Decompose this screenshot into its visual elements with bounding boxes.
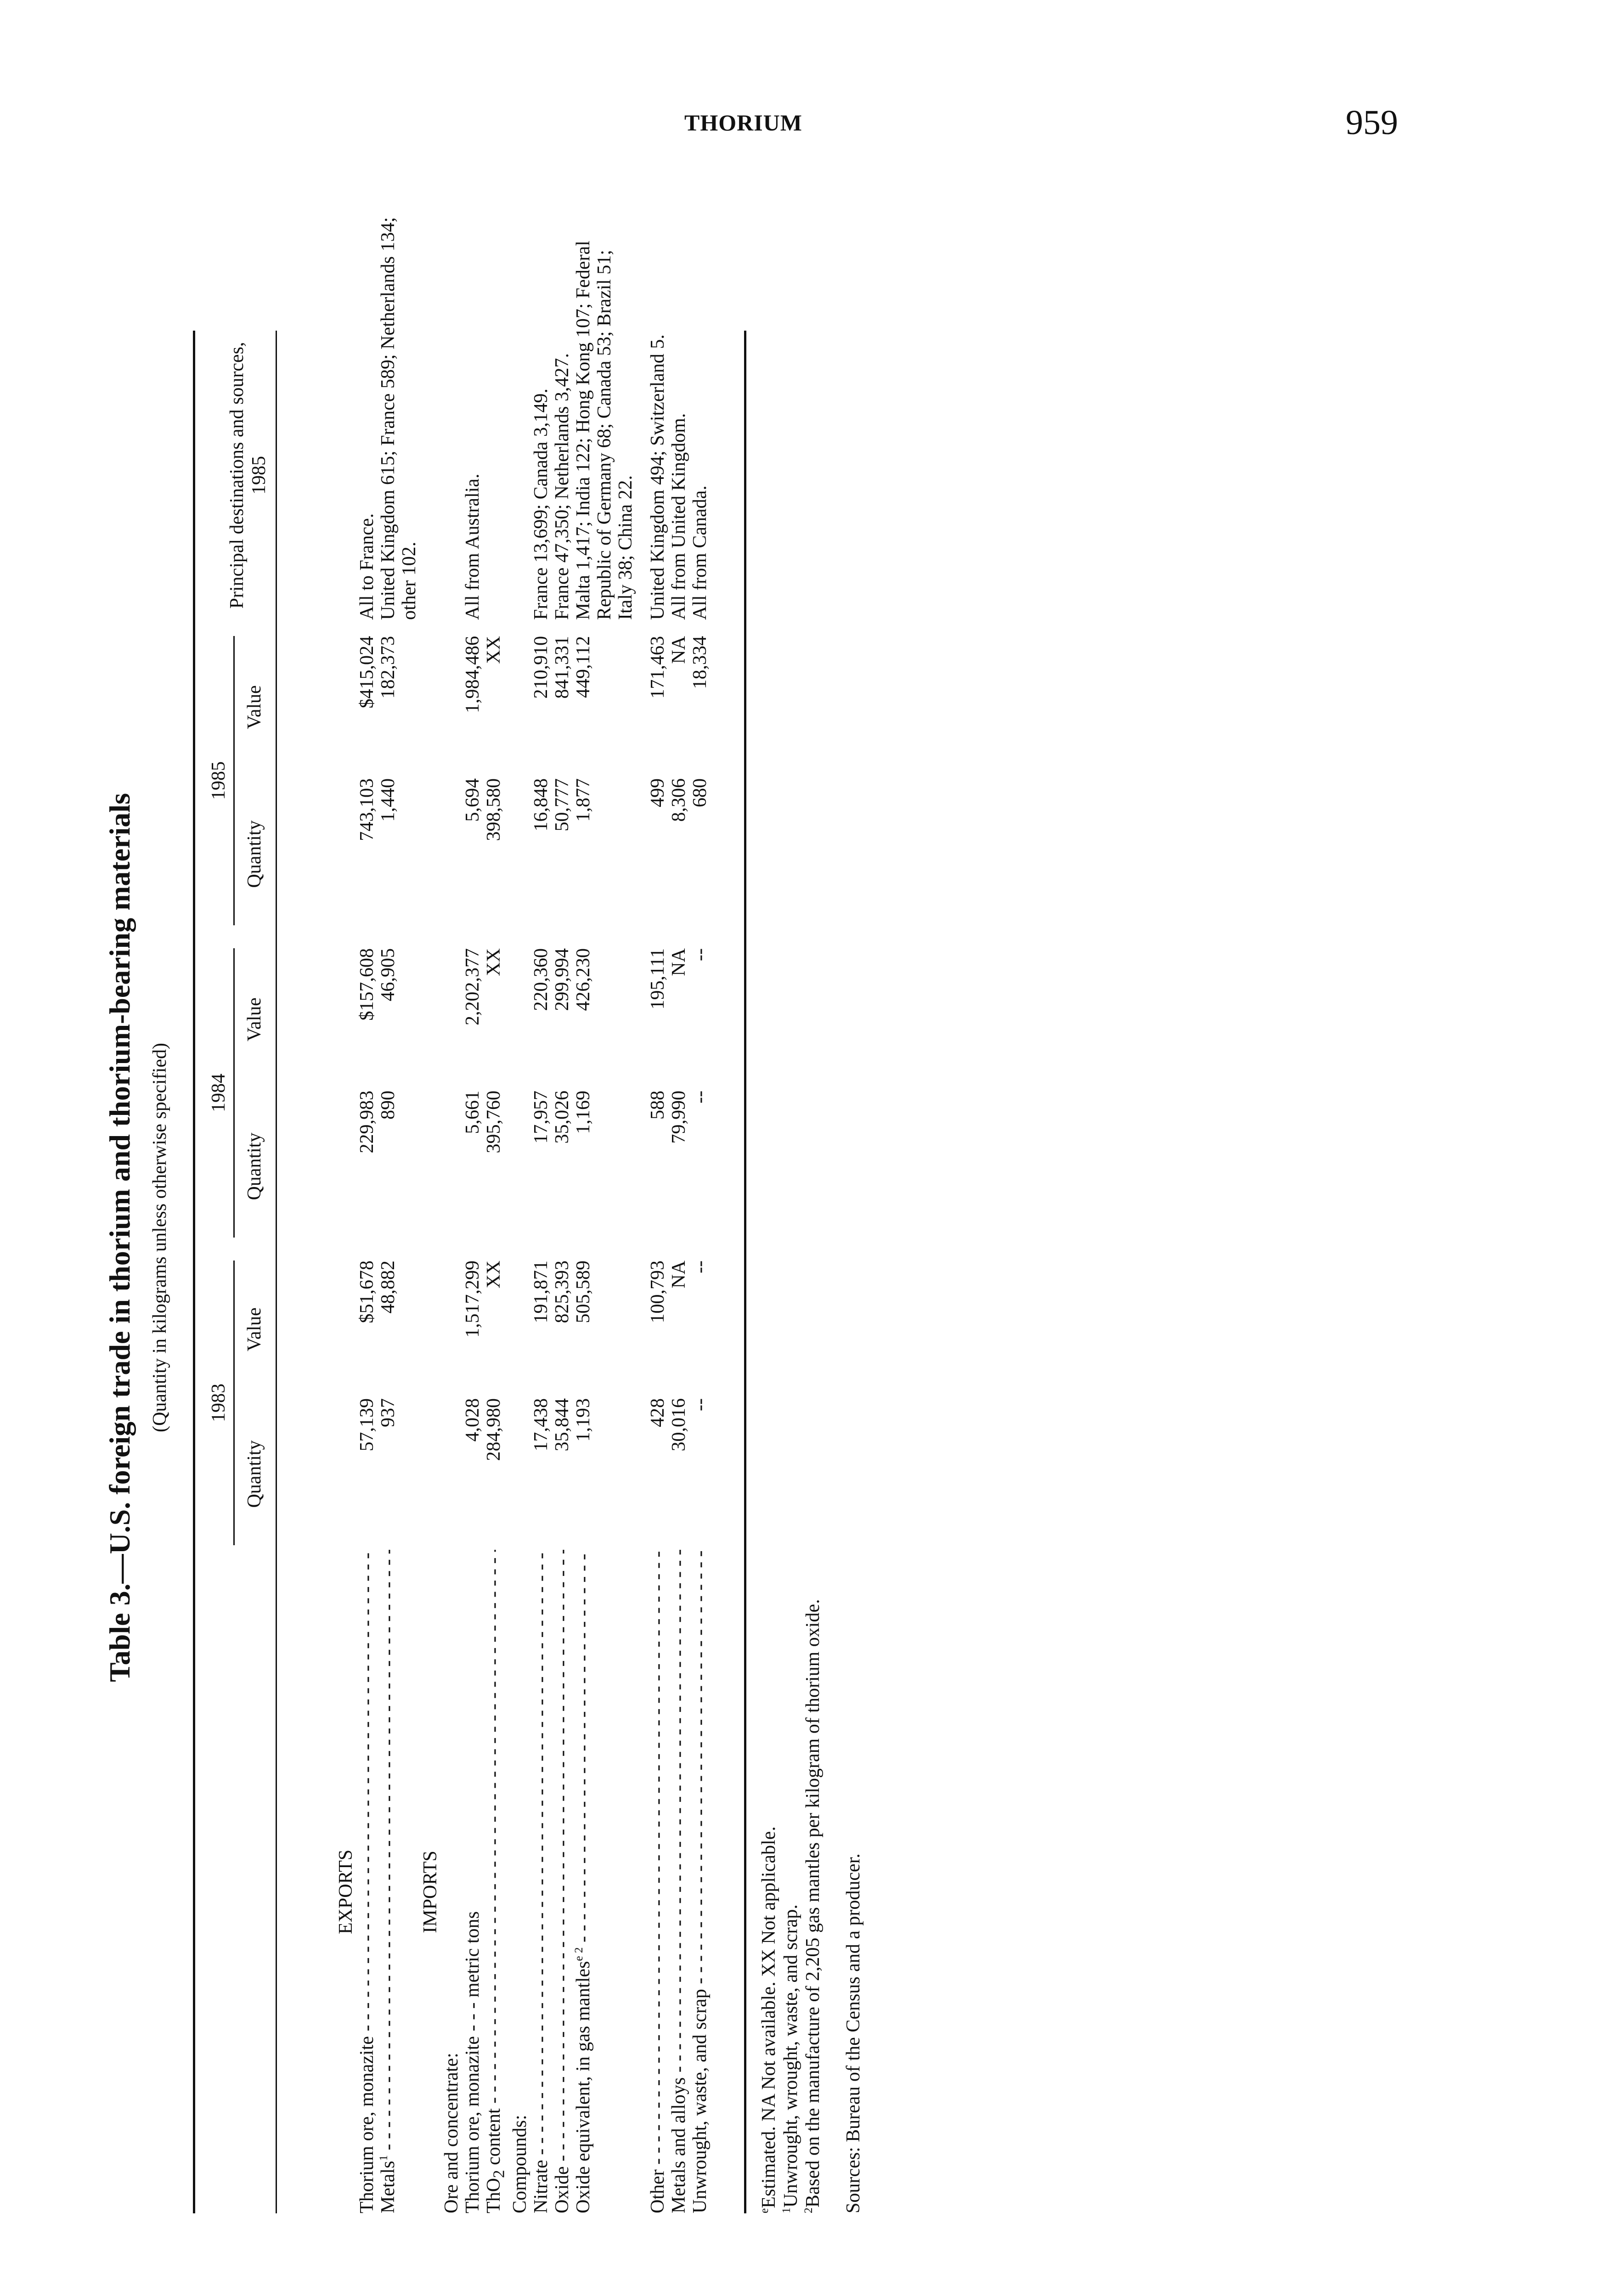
- note-estimated: [758, 331, 780, 2213]
- row-label: Thorium ore, monazite - - -: [356, 1550, 378, 2213]
- row-label-text: Oxide equivalent, in gas mantles: [573, 1961, 594, 2213]
- year-header-1985: 1985: [208, 761, 229, 800]
- destination-cell: United Kingdom 494; Switzerland 5.: [647, 334, 669, 620]
- destination-cell-continued: Republic of Germany 68; Canada 53; Brazil 51;: [594, 250, 615, 620]
- table-row: [509, 331, 530, 2213]
- section-exports-label: EXPORTS: [335, 1849, 356, 1935]
- destination-cell-continued: other 102.: [399, 541, 420, 620]
- cell: $415,024: [356, 636, 378, 709]
- col-quantity-1984: Quantity: [244, 1132, 265, 1200]
- cell: 220,360: [530, 948, 552, 1011]
- cell: 16,848: [530, 778, 552, 832]
- table-top-rule: [193, 331, 195, 2213]
- cell: 229,983: [356, 1091, 378, 1154]
- row-label: Nitrate - - -: [530, 1550, 552, 2213]
- cell: 680: [689, 778, 711, 807]
- rotated-table-block: [92, 216, 896, 2259]
- destination-cell: All from United Kingdom.: [668, 413, 690, 620]
- cell: 171,463: [647, 636, 669, 699]
- cell: 825,393: [552, 1261, 573, 1323]
- trade-table: [335, 217, 711, 2213]
- section-imports-row: [420, 331, 441, 2213]
- cell: NA: [668, 948, 690, 976]
- cell: 1,193: [573, 1398, 594, 1442]
- row-label: Unwrought, waste, and scrap - - -: [689, 1550, 711, 2213]
- sources-note: Sources: Bureau of the Census and a producer.: [843, 1853, 864, 2213]
- cell: 4,028: [462, 1398, 483, 1442]
- year-header-1984: 1984: [208, 1074, 229, 1112]
- cell: 8,306: [668, 778, 690, 822]
- cell: 743,103: [356, 778, 378, 841]
- cell: 17,438: [530, 1398, 552, 1452]
- cell: 5,661: [462, 1091, 483, 1134]
- cell: 35,026: [552, 1091, 573, 1144]
- table-row: [378, 331, 399, 2213]
- col-destinations: Principal destinations and sources, 1985: [226, 342, 270, 609]
- table-notes: [758, 331, 864, 2213]
- header-bottom-rule: [276, 331, 277, 2213]
- row-label: Metals and alloys - - -: [668, 1550, 689, 2213]
- page-number: 959: [1346, 103, 1398, 142]
- destination-cell: United Kingdom 615; France 589; Netherlands 134;: [378, 217, 399, 620]
- cell: $157,608: [356, 948, 378, 1021]
- cell: 395,760: [483, 1091, 504, 1154]
- year-underline-1984: [233, 948, 235, 1238]
- col-value-1983: Value: [244, 1307, 265, 1351]
- cell: --: [689, 1398, 711, 1411]
- cell: $51,678: [356, 1261, 378, 1323]
- cell: NA: [668, 1261, 690, 1289]
- cell: 1,984,486: [462, 636, 483, 713]
- footnote-mark: e: [758, 2208, 771, 2213]
- running-head: THORIUM: [684, 110, 802, 135]
- cell: 5,694: [462, 778, 483, 822]
- note-1: [780, 331, 802, 2213]
- cell: 50,777: [552, 778, 573, 832]
- cell: 499: [647, 778, 669, 807]
- cell: 284,980: [483, 1398, 504, 1461]
- table-row-continued: [594, 331, 615, 2213]
- row-label-text: ThO: [483, 2178, 504, 2213]
- cell: 890: [378, 1091, 399, 1120]
- table-row-continued: [615, 331, 636, 2213]
- destination-cell: France 47,350; Netherlands 3,427.: [552, 353, 573, 620]
- cell: 191,871: [530, 1261, 552, 1323]
- destination-cell: All from Canada.: [689, 485, 711, 620]
- destination-cell: Malta 1,417; India 122; Hong Kong 107; Federal: [573, 241, 594, 620]
- cell: 937: [378, 1398, 399, 1427]
- section-imports: [420, 331, 441, 2213]
- cell: 1,440: [378, 778, 399, 822]
- row-label-text: Metals: [378, 2161, 399, 2213]
- table-row: [689, 331, 711, 2213]
- row-label: Ore and concentrate:: [441, 2053, 462, 2213]
- footnote-mark: 1: [378, 2155, 390, 2161]
- row-label: Oxide - - -: [552, 1550, 573, 2213]
- table-row: [441, 331, 462, 2213]
- col-value-1984: Value: [244, 997, 265, 1041]
- footnote-mark: e 2: [573, 1947, 586, 1961]
- destination-cell: All to France.: [356, 513, 378, 620]
- cell: 1,517,299: [462, 1261, 483, 1338]
- note-text: Unwrought, wrought, waste, and scrap.: [780, 1904, 801, 2208]
- cell: XX: [483, 948, 504, 976]
- table-row: [647, 331, 668, 2213]
- cell: 46,905: [378, 948, 399, 1002]
- section-exports-row: [335, 331, 356, 2213]
- cell: 398,580: [483, 778, 504, 841]
- table-row: [483, 331, 509, 2213]
- cell: XX: [483, 636, 504, 664]
- cell: 35,844: [552, 1398, 573, 1452]
- cell: 1,877: [573, 778, 594, 822]
- cell: 449,112: [573, 636, 594, 698]
- cell: 79,990: [668, 1091, 690, 1144]
- table-title: Table 3.—U.S. foreign trade in thorium and thorium-bearing materials: [103, 793, 136, 1683]
- cell: 48,882: [378, 1261, 399, 1314]
- row-label: Other - - -: [647, 1550, 668, 2213]
- col-quantity-1983: Quantity: [244, 1440, 265, 1508]
- cell: --: [689, 1261, 711, 1273]
- table-row: [356, 331, 378, 2213]
- cell: --: [689, 1091, 711, 1103]
- cell: 841,331: [552, 636, 573, 699]
- table-row-continued: [399, 331, 420, 2213]
- cell: 588: [647, 1091, 669, 1120]
- cell: 210,910: [530, 636, 552, 699]
- cell: 505,589: [573, 1261, 594, 1323]
- cell: 426,230: [573, 948, 594, 1011]
- cell: 428: [647, 1398, 669, 1427]
- destination-cell: All from Australia.: [462, 473, 483, 620]
- footnote-mark: 2: [802, 2207, 815, 2213]
- cell: 2,202,377: [462, 948, 483, 1025]
- cell: 57,139: [356, 1398, 378, 1452]
- destination-cell: France 13,699; Canada 3,149.: [530, 388, 552, 620]
- table-row: [552, 331, 573, 2213]
- subscript: 2: [490, 2170, 508, 2178]
- spacer-row: [636, 331, 647, 2213]
- row-label: [573, 1550, 594, 2213]
- cell: 182,373: [378, 636, 399, 699]
- cell: 30,016: [668, 1398, 690, 1452]
- table-row: [530, 331, 552, 2213]
- cell: --: [689, 948, 711, 961]
- row-label: Thorium ore, monazite - - - metric tons: [462, 1911, 483, 2213]
- destination-cell-continued: Italy 38; China 22.: [615, 475, 637, 620]
- note-text: Estimated. NA Not available. XX Not applicable.: [758, 1826, 779, 2208]
- year-header-1983: 1983: [208, 1384, 229, 1422]
- footnote-mark: 1: [780, 2207, 793, 2213]
- cell: 100,793: [647, 1261, 669, 1323]
- cell: 17,957: [530, 1091, 552, 1144]
- year-underline-1983: [233, 1261, 235, 1545]
- table-row: [462, 331, 483, 2213]
- row-label: [378, 1550, 399, 2213]
- cell: XX: [483, 1261, 504, 1289]
- section-imports-label: IMPORTS: [420, 1851, 441, 1933]
- note-2: [802, 331, 824, 2213]
- cell: 1,169: [573, 1091, 594, 1134]
- row-label: [483, 1550, 509, 2213]
- year-underline-1985: [233, 636, 235, 925]
- section-exports: [335, 331, 356, 2213]
- col-quantity-1985: Quantity: [244, 820, 265, 888]
- col-value-1985: Value: [244, 685, 265, 729]
- cell: NA: [668, 636, 690, 664]
- table-row: [573, 331, 594, 2213]
- cell: 195,111: [647, 948, 669, 1010]
- table-row: [668, 331, 689, 2213]
- cell: 299,994: [552, 948, 573, 1011]
- table-bottom-rule: [744, 331, 746, 2213]
- row-label: Compounds:: [509, 2115, 531, 2213]
- row-label-text: content: [483, 2108, 504, 2170]
- table-subtitle: (Quantity in kilograms unless otherwise specified): [149, 1043, 170, 1432]
- cell: 18,334: [689, 636, 711, 689]
- note-text: Based on the manufacture of 2,205 gas mantles per kilogram of thorium oxide.: [802, 1599, 824, 2208]
